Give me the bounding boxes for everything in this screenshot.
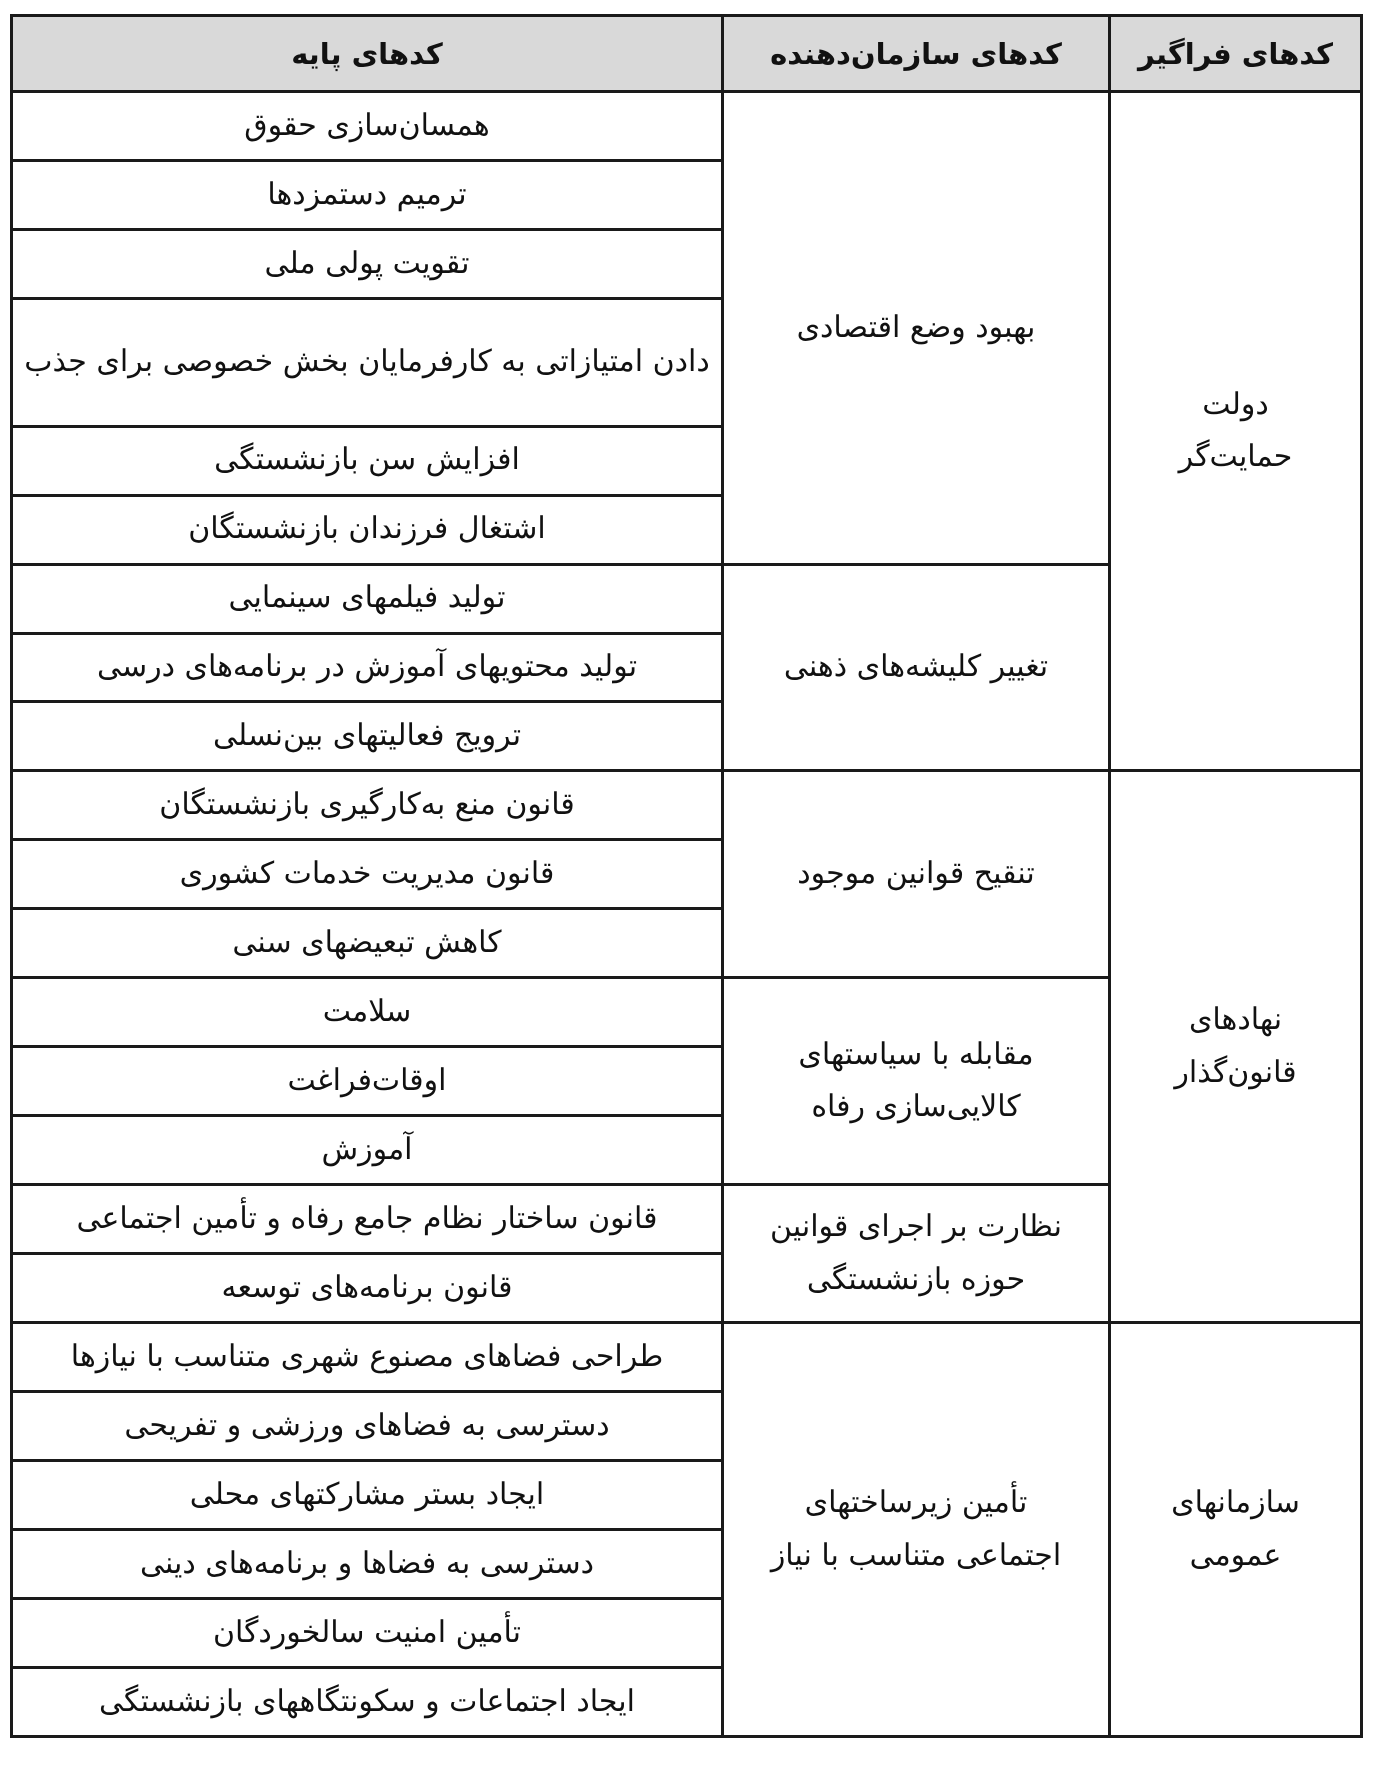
overarching-code-line: قانون‌گذار xyxy=(1174,1054,1297,1090)
organizing-code-line: اجتماعی متناسب با نیاز xyxy=(770,1537,1062,1573)
basic-code-cell: ایجاد بستر مشارکتهای محلی xyxy=(12,1460,723,1529)
table-row xyxy=(12,1323,1362,1392)
basic-code-cell: قانون ساختار نظام جامع رفاه و تأمین اجتماعی xyxy=(12,1185,723,1254)
overarching-code-line: عمومی xyxy=(1189,1537,1282,1573)
organizing-code-line: حوزه بازنشستگی xyxy=(806,1261,1026,1297)
table-row xyxy=(12,771,1362,840)
organizing-code-line: تغییر کلیشه‌های ذهنی xyxy=(783,649,1049,685)
basic-code-cell: تقویت پولی ملی xyxy=(12,229,723,298)
organizing-code-line: بهبود وضع اقتصادی xyxy=(796,309,1036,345)
table-row xyxy=(12,92,1362,161)
organizing-code-line: کالایی‌سازی رفاه xyxy=(811,1089,1021,1125)
organizing-code-cell xyxy=(723,771,1110,978)
table-header xyxy=(12,16,1362,92)
organizing-code-line: تنقیح قوانین موجود xyxy=(797,856,1035,892)
basic-code-cell: اشتغال فرزندان بازنشستگان xyxy=(12,495,723,564)
basic-code-cell: تولید محتویهای آموزش در برنامه‌های درسی xyxy=(12,633,723,702)
overarching-code-line: حمایت‌گر xyxy=(1178,439,1293,475)
basic-code-cell: همسان‌سازی حقوق xyxy=(12,92,723,161)
basic-code-cell: قانون مدیریت خدمات کشوری xyxy=(12,840,723,909)
header-overarching-codes: کدهای فراگیر xyxy=(1110,16,1362,92)
basic-code-cell: تولید فیلمهای سینمایی xyxy=(12,564,723,633)
overarching-code-cell xyxy=(1110,1323,1362,1737)
basic-code-cell: تأمین امنیت سالخوردگان xyxy=(12,1598,723,1667)
header-basic-codes: کدهای پایه xyxy=(12,16,723,92)
basic-code-cell: طراحی فضاهای مصنوع شهری متناسب با نیازها xyxy=(12,1323,723,1392)
overarching-code-cell xyxy=(1110,92,1362,771)
basic-code-cell: آموزش xyxy=(12,1116,723,1185)
overarching-code-cell xyxy=(1110,771,1362,1323)
basic-code-cell: قانون برنامه‌های توسعه xyxy=(12,1254,723,1323)
organizing-code-cell xyxy=(723,92,1110,565)
organizing-code-line: نظارت بر اجرای قوانین xyxy=(769,1209,1062,1245)
basic-code-cell: سلامت xyxy=(12,978,723,1047)
table-body xyxy=(12,92,1362,1737)
organizing-code-cell xyxy=(723,564,1110,771)
basic-code-cell: دادن امتیازاتی به کارفرمایان بخش خصوصی برای جذب xyxy=(12,298,723,426)
organizing-code-cell xyxy=(723,1323,1110,1737)
basic-code-cell: دسترسی به فضاها و برنامه‌های دینی xyxy=(12,1529,723,1598)
organizing-code-cell xyxy=(723,1185,1110,1323)
basic-code-cell: کاهش تبعیضهای سنی xyxy=(12,909,723,978)
organizing-code-line: تأمین زیرساختهای xyxy=(804,1485,1028,1521)
organizing-code-cell xyxy=(723,978,1110,1185)
overarching-code-line: دولت xyxy=(1202,386,1269,422)
basic-code-cell: ترمیم دستمزدها xyxy=(12,160,723,229)
basic-code-cell: ترویج فعالیتهای بین‌نسلی xyxy=(12,702,723,771)
thematic-codes-table xyxy=(10,14,1363,1738)
basic-code-cell: افزایش سن بازنشستگی xyxy=(12,426,723,495)
overarching-code-line: سازمانهای xyxy=(1171,1485,1300,1521)
basic-code-cell: دسترسی به فضاهای ورزشی و تفریحی xyxy=(12,1391,723,1460)
basic-code-cell: اوقات‌فراغت xyxy=(12,1047,723,1116)
header-organizing-codes: کدهای سازمان‌دهنده xyxy=(723,16,1110,92)
basic-code-cell: ایجاد اجتماعات و سکونتگاههای بازنشستگی xyxy=(12,1667,723,1736)
header-row xyxy=(12,16,1362,92)
overarching-code-line: نهادهای xyxy=(1188,1002,1283,1038)
basic-code-cell: قانون منع به‌کارگیری بازنشستگان xyxy=(12,771,723,840)
organizing-code-line: مقابله با سیاستهای xyxy=(798,1036,1034,1072)
